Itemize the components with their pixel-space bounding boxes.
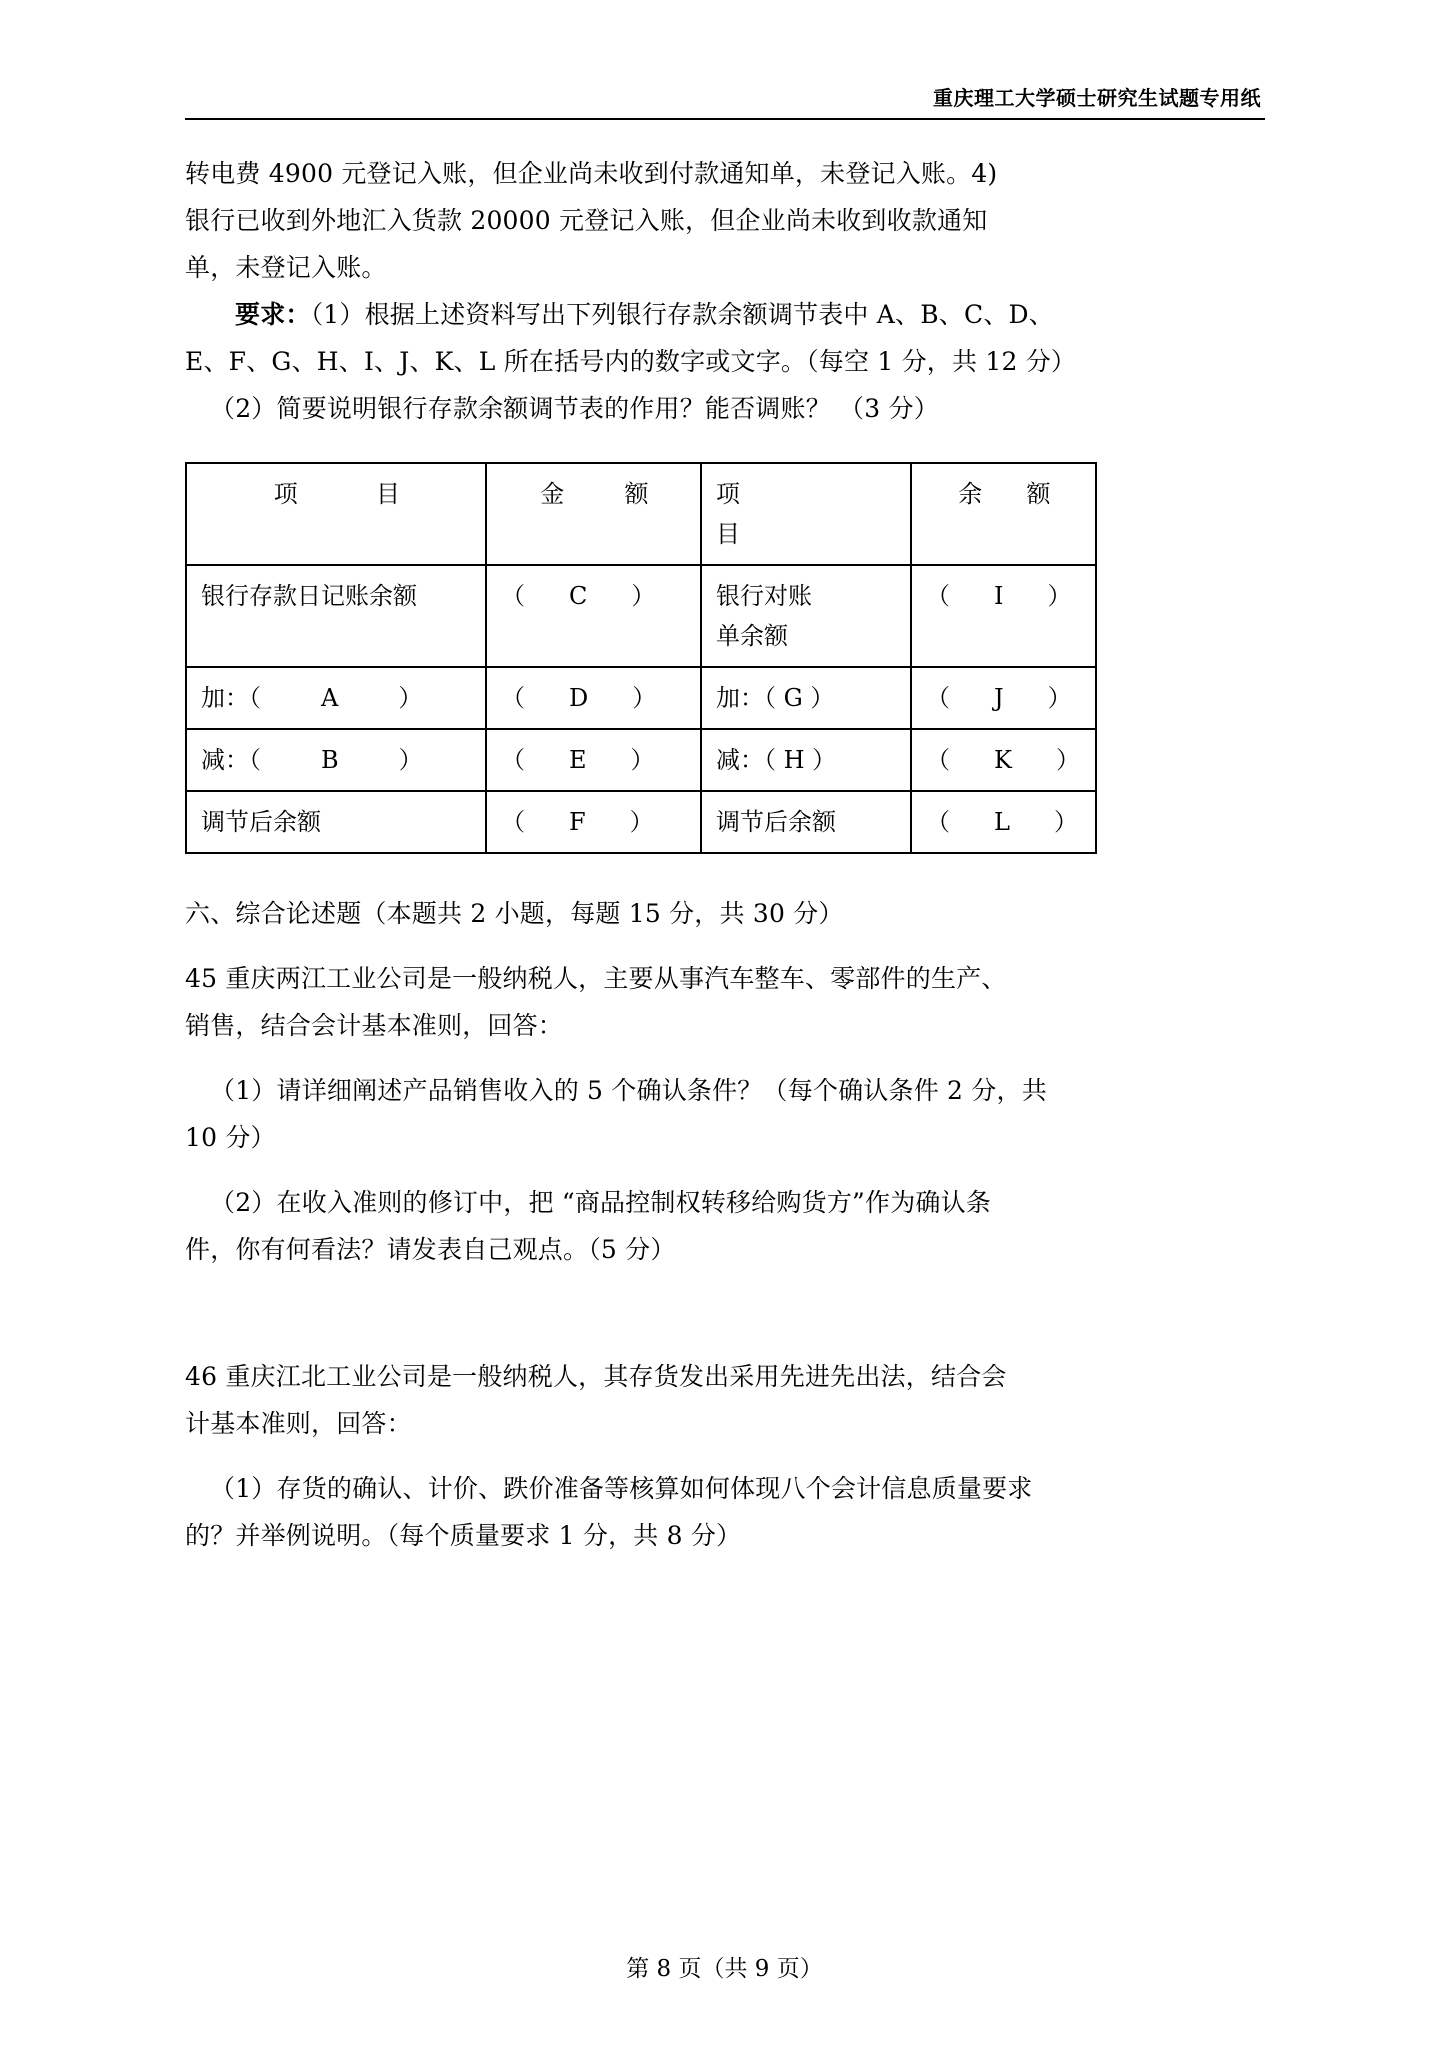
cell-amount-f	[486, 791, 701, 853]
page-footer	[0, 1950, 1449, 1983]
row2-item-prefix: 加：（	[201, 684, 261, 712]
page-header	[185, 86, 1265, 120]
paren-close: ）	[629, 808, 654, 836]
blank-label-d: D	[569, 684, 589, 712]
paren-close: ）	[631, 582, 656, 610]
header-item-char-1: 项	[273, 480, 298, 508]
row3-item-prefix: 减：（	[201, 746, 261, 774]
question-45-sub-2-line-1: （2）在收入准则的修订中，把 “商品控制权转移给购货方”作为确认条	[210, 1188, 992, 1217]
header-amount-char-2: 额	[624, 480, 649, 508]
blank-label-b: B	[321, 746, 339, 774]
row1-item-r-text-2: 单余额	[716, 622, 788, 650]
header-cell-amount-left	[486, 463, 701, 565]
header-cell-item-left	[186, 463, 486, 565]
paren-open: （	[926, 808, 950, 836]
table-row	[186, 667, 1096, 729]
question-46-line-2: 计基本准则，回答：	[185, 1409, 412, 1438]
blank-label-k: K	[994, 746, 1012, 774]
blank-label-l: L	[994, 808, 1010, 836]
header-item-r-char-2: 目	[716, 520, 740, 548]
spacer	[185, 872, 1265, 890]
requirements-item-1-cont: E、F、G、H、I、J、K、L 所在括号内的数字或文字。（每空 1 分，共 12 分）	[185, 347, 1077, 376]
paren-open: （	[501, 808, 525, 836]
cell-subtract-b-label	[186, 729, 486, 791]
question-45-sub-1-line-2: 10 分）	[185, 1123, 276, 1152]
spacer	[185, 1161, 1265, 1179]
question-45-sub-1-line-1: （1）请详细阐述产品销售收入的 5 个确认条件？（每个确认条件 2 分，共	[210, 1076, 1047, 1105]
question-45-sub-2-line-2: 件，你有何看法？请发表自己观点。（5 分）	[185, 1235, 676, 1264]
paragraph-line: 银行已收到外地汇入货款 20000 元登记入账，但企业尚未收到收款通知	[185, 206, 988, 235]
row3-item-suffix: ）	[398, 746, 423, 774]
cell-amount-e	[486, 729, 701, 791]
paragraph-line: 转电费 4900 元登记入账，但企业尚未收到付款通知单，未登记入账。4)	[185, 159, 998, 188]
question-46-line-1: 46 重庆江北工业公司是一般纳税人，其存货发出采用先进先出法，结合会	[185, 1362, 1007, 1391]
row2-item-r-text: 加：（ G ）	[716, 684, 835, 712]
institution-title: 重庆理工大学硕士研究生试题专用纸	[933, 86, 1261, 110]
cell-adjusted-balance-right-label	[701, 791, 911, 853]
requirements-item-1: （1）根据上述资料写出下列银行存款余额调节表中 A、B、C、D、	[310, 300, 1054, 329]
header-balance-char-2: 额	[1026, 480, 1051, 508]
blank-label-a: A	[321, 684, 339, 712]
blank-label-j: J	[994, 684, 1004, 712]
paragraph-line: 单，未登记入账。	[185, 253, 387, 282]
paren-close: ）	[1047, 684, 1072, 712]
cell-balance-l	[911, 791, 1096, 853]
row3-item-r-text: 减：（ H ）	[716, 746, 837, 774]
spacer	[185, 1049, 1265, 1067]
paren-open: （	[926, 684, 950, 712]
table-row	[186, 791, 1096, 853]
row2-item-suffix: ）	[398, 684, 423, 712]
paren-close: ）	[1053, 808, 1078, 836]
question-46-sub-1-line-1: （1）存货的确认、计价、跌价准备等核算如何体现八个会计信息质量要求	[210, 1474, 1033, 1503]
paren-close: ）	[632, 684, 657, 712]
blank-label-e: E	[569, 746, 587, 774]
cell-subtract-h-label	[701, 729, 911, 791]
header-item-r-char-1: 项	[716, 480, 740, 508]
row4-item-text: 调节后余额	[201, 808, 321, 836]
question-45-line-2: 销售，结合会计基本准则，回答：	[185, 1011, 564, 1040]
question-46-sub-1-line-2: 的？并举例说明。（每个质量要求 1 分，共 8 分）	[185, 1521, 742, 1550]
cell-amount-d	[486, 667, 701, 729]
spacer	[185, 1273, 1265, 1353]
cell-add-a-label	[186, 667, 486, 729]
row4-item-r-text: 调节后余额	[716, 808, 836, 836]
cell-book-balance-label	[186, 565, 486, 667]
header-balance-char-1: 余	[958, 480, 983, 508]
spacer	[185, 1447, 1265, 1465]
cell-balance-i	[911, 565, 1096, 667]
header-amount-char-1: 金	[540, 480, 565, 508]
page-body	[185, 150, 1265, 1559]
section-heading-6: 六、综合论述题（本题共 2 小题，每题 15 分，共 30 分）	[185, 899, 844, 928]
table-row	[186, 565, 1096, 667]
table-row	[186, 729, 1096, 791]
row1-item-r-text-1: 银行对账	[716, 582, 812, 610]
cell-adjusted-balance-left-label	[186, 791, 486, 853]
paren-close: ）	[1047, 582, 1072, 610]
requirements-label: 要求：	[235, 300, 311, 329]
requirements-item-2: （2）简要说明银行存款余额调节表的作用？能否调账？ （3 分）	[210, 394, 939, 423]
blank-label-f: F	[569, 808, 586, 836]
question-45-line-1: 45 重庆两江工业公司是一般纳税人，主要从事汽车整车、零部件的生产、	[185, 964, 1007, 993]
blank-label-c: C	[569, 582, 588, 610]
blank-label-i: I	[994, 582, 1004, 610]
cell-add-g-label	[701, 667, 911, 729]
bank-reconciliation-table	[185, 462, 1097, 854]
row1-item-text: 银行存款日记账余额	[201, 582, 417, 610]
header-cell-balance-right	[911, 463, 1096, 565]
paren-open: （	[501, 684, 525, 712]
header-item-char-2: 目	[376, 480, 401, 508]
cell-amount-c	[486, 565, 701, 667]
paren-open: （	[926, 582, 950, 610]
cell-bank-statement-label	[701, 565, 911, 667]
spacer	[185, 937, 1265, 955]
header-cell-item-right	[701, 463, 911, 565]
header-divider	[185, 118, 1265, 120]
paren-open: （	[926, 746, 950, 774]
bank-reconciliation-table-wrap	[185, 462, 1265, 854]
page-number: 第 8 页（共 9 页）	[626, 1956, 823, 1982]
paren-close: ）	[630, 746, 655, 774]
cell-balance-j	[911, 667, 1096, 729]
paren-close: ）	[1055, 746, 1080, 774]
paren-open: （	[501, 746, 525, 774]
table-header-row	[186, 463, 1096, 565]
requirements-line	[185, 291, 1265, 338]
cell-balance-k	[911, 729, 1096, 791]
paren-open: （	[501, 582, 525, 610]
